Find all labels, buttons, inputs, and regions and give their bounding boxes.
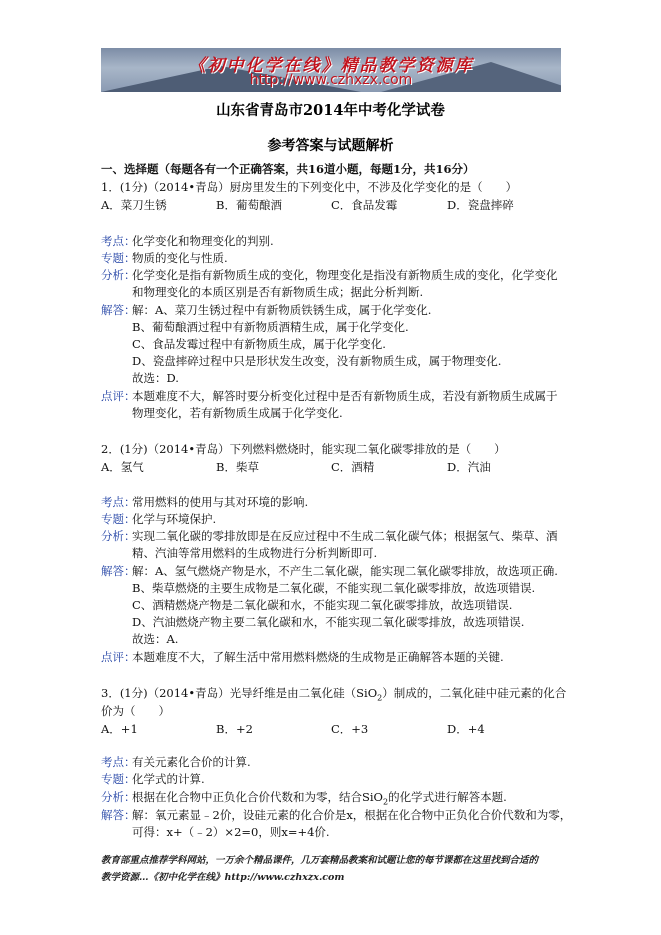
q3-stem-subscript: 2 (377, 693, 383, 703)
q1-option-c: C．食品发霉 (331, 198, 398, 212)
q2-kaodian-label: 考点： (101, 495, 136, 509)
q1-kaodian: 化学变化和物理变化的判别. (132, 234, 274, 248)
section-heading: 一、选择题（每题各有一个正确答案，共16道小题，每题1分，共16分） (101, 162, 475, 176)
q1-dianping-line1: 本题难度不大，解答时要分析变化过程中是否有新物质生成，若没有新物质生成属于 (132, 389, 558, 403)
footer-line1: 教育部重点推荐学科网站，一万余个精品课件，几万套精品教案和试题让您的每节课都在这里找到合适的 (101, 855, 539, 866)
q3-jieda-line2: 可得：x+（﹣2）×2=0，则x=+4价. (132, 825, 330, 839)
q2-option-b: B．柴草 (216, 460, 259, 474)
q2-option-a: A．氢气 (101, 460, 144, 474)
q2-option-c: C．酒精 (331, 460, 375, 474)
q1-kaodian-label: 考点： (101, 234, 136, 248)
q2-fenxi-line1: 实现二氧化碳的零排放即是在反应过程中不生成二氧化碳气体；根据氢气、柴草、酒 (132, 529, 558, 543)
q2-jieda-line3: C、酒精燃烧产物是二氧化碳和水，不能实现二氧化碳零排放，故选项错误. (132, 598, 513, 612)
doc-title: 山东省青岛市2014年中考化学试卷 (216, 102, 445, 119)
q1-jieda-label: 解答： (101, 303, 136, 317)
q2-jieda-line4: D、汽油燃烧产物主要二氧化碳和水，不能实现二氧化碳零排放，故选项错误. (132, 615, 525, 629)
q1-fenxi-line1: 化学变化是指有新物质生成的变化，物理变化是指没有新物质生成的变化，化学变化 (132, 268, 558, 282)
doc-subtitle: 参考答案与试题解析 (267, 138, 394, 154)
q1-dianping-line2: 物理变化，若有新物质生成属于化学变化. (132, 406, 343, 420)
q3-fenxi-text: 根据在化合物中正负化合价代数和为零，结合SiO (132, 790, 383, 804)
q1-jieda-line3: C、食品发霉过程中有新物质生成，属于化学变化. (132, 337, 386, 351)
q2-fenxi-label: 分析： (101, 529, 136, 543)
q1-zhuanti-label: 专题： (101, 251, 136, 265)
q2-dianping-line1: 本题难度不大，了解生活中常用燃料燃烧的生成物是正确解答本题的关键. (132, 650, 504, 664)
q1-option-d: D．瓷盘摔碎 (447, 198, 514, 212)
q3-zhuanti: 化学式的计算. (132, 772, 205, 786)
q3-fenxi-line1 (132, 790, 507, 809)
q1-zhuanti: 物质的变化与性质. (132, 251, 228, 265)
q3-stem-text-end: ）制成的，二氧化硅中硅元素的化合 (382, 686, 567, 700)
q2-kaodian: 常用燃料的使用与其对环境的影响. (132, 495, 309, 509)
q3-fenxi-label: 分析： (101, 790, 136, 804)
q2-jieda-line2: B、柴草燃烧的主要生成物是二氧化碳，不能实现二氧化碳零排放，故选项错误. (132, 581, 536, 595)
q3-option-d: D．+4 (447, 722, 485, 736)
q3-option-b: B．+2 (216, 722, 253, 736)
q3-fenxi-subscript: 2 (382, 797, 389, 807)
q3-fenxi-text-end: 的化学式进行解答本题. (388, 790, 507, 804)
q2-jieda-answer: 故选：A. (132, 632, 179, 646)
q2-zhuanti: 化学与环境保护. (132, 512, 217, 526)
q1-fenxi-line2: 和物理变化的本质区别是否有新物质生成；据此分析判断. (132, 285, 424, 299)
banner-url[interactable]: http://www.czhxzx.com (249, 72, 413, 88)
q3-option-a: A．+1 (101, 722, 138, 736)
q1-option-b: B．葡萄酿酒 (216, 198, 282, 212)
q3-kaodian-label: 考点： (101, 755, 136, 769)
q2-jieda-line1: 解：A、氢气燃烧产物是水，不产生二氧化碳，能实现二氧化碳零排放，故选项正确. (132, 564, 558, 578)
q2-fenxi-line2: 精、汽油等常用燃料的生成物进行分析判断即可. (132, 546, 378, 560)
q1-fenxi-label: 分析： (101, 268, 136, 282)
q3-jieda-line1: 解：氧元素显﹣2价，设硅元素的化合价是x，根据在化合物中正负化合价代数和为零， (132, 808, 572, 822)
q1-jieda-line1: 解：A、菜刀生锈过程中有新物质铁锈生成，属于化学变化. (132, 303, 432, 317)
q3-stem-text: 3．(1分)（2014•青岛）光导纤维是由二氧化硅（SiO (101, 686, 378, 700)
q1-stem: 1．(1分)（2014•青岛）厨房里发生的下列变化中，不涉及化学变化的是（ ） (101, 180, 518, 194)
q3-stem-line2: 价为（ ） (101, 704, 170, 718)
q3-stem-line1 (101, 686, 566, 705)
q3-option-c: C．+3 (331, 722, 369, 736)
header-banner (101, 48, 561, 92)
q1-jieda-answer: 故选：D. (132, 371, 179, 385)
q2-stem: 2．(1分)（2014•青岛）下列燃料燃烧时，能实现二氧化碳零排放的是（ ） (101, 442, 506, 456)
banner-title: 《初中化学在线》精品教学资源库 (188, 56, 474, 76)
q3-jieda-label: 解答： (101, 808, 136, 822)
q1-option-a: A．菜刀生锈 (101, 198, 167, 212)
q2-dianping-label: 点评： (101, 650, 136, 664)
q3-kaodian: 有关元素化合价的计算. (132, 755, 251, 769)
q2-jieda-label: 解答： (101, 564, 136, 578)
footer-line2[interactable]: 教学资源…《初中化学在线》http://www.czhxzx.com (101, 872, 345, 883)
q2-option-d: D．汽油 (447, 460, 491, 474)
q3-zhuanti-label: 专题： (101, 772, 136, 786)
q1-jieda-line2: B、葡萄酿酒过程中有新物质酒精生成，属于化学变化. (132, 320, 409, 334)
q1-jieda-line4: D、瓷盘摔碎过程中只是形状发生改变，没有新物质生成，属于物理变化. (132, 354, 502, 368)
q1-dianping-label: 点评： (101, 389, 136, 403)
q2-zhuanti-label: 专题： (101, 512, 136, 526)
